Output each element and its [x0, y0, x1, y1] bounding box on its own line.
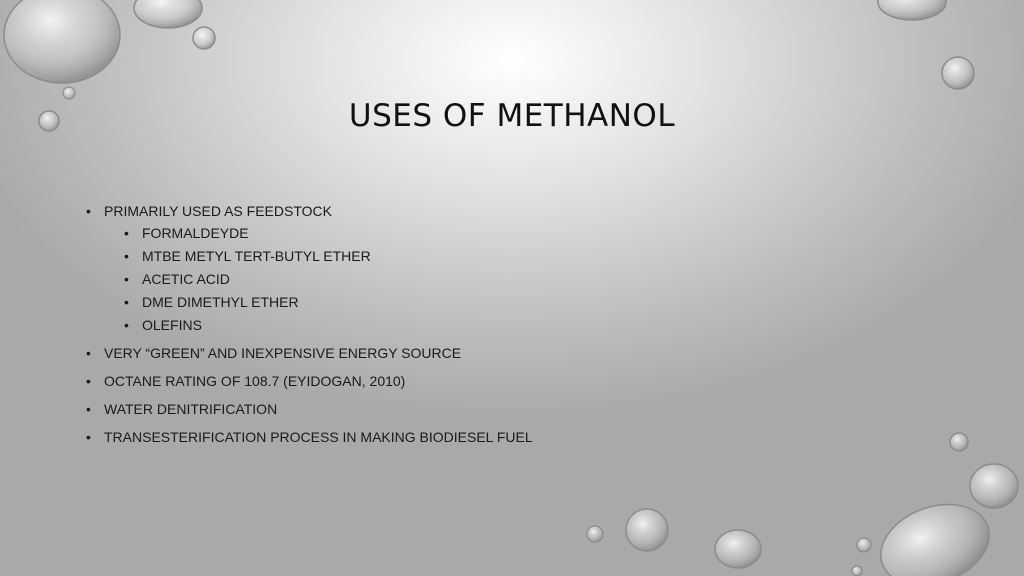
sub-bullet-text: OLEFINS	[142, 317, 202, 333]
bullet-item	[86, 429, 786, 445]
bullet-item	[86, 203, 786, 333]
droplet	[950, 433, 968, 451]
droplet	[626, 509, 668, 551]
droplet	[942, 57, 974, 89]
sub-bullet-text: ACETIC ACID	[142, 271, 230, 287]
sub-bullet-item	[124, 225, 786, 241]
bullet-text: PRIMARILY USED AS FEEDSTOCK	[104, 203, 332, 219]
sub-bullet-text: FORMALDEYDE	[142, 225, 249, 241]
droplet	[134, 0, 202, 28]
sub-bullet-list	[104, 225, 786, 333]
bullet-text: VERY “GREEN” AND INEXPENSIVE ENERGY SOURCE	[104, 345, 462, 361]
sub-bullet-item	[124, 271, 786, 287]
bullet-text: OCTANE RATING OF 108.7 (EYIDOGAN, 2010)	[104, 373, 406, 389]
sub-bullet-text: DME DIMETHYL ETHER	[142, 294, 299, 310]
droplet	[852, 566, 862, 576]
droplet	[587, 526, 603, 542]
bullet-item	[86, 401, 786, 417]
sub-bullet-text: MTBE METYL TERT-BUTYL ETHER	[142, 248, 371, 264]
sub-bullet-item	[124, 248, 786, 264]
droplet	[878, 0, 946, 20]
sub-bullet-item	[124, 317, 786, 333]
bullet-item	[86, 345, 786, 361]
droplet	[869, 490, 1000, 576]
bullet-text: TRANSESTERIFICATION PROCESS IN MAKING BIODIESEL FUEL	[104, 429, 533, 445]
sub-bullet-item	[124, 294, 786, 310]
bullet-item	[86, 373, 786, 389]
droplet	[715, 530, 761, 568]
bullet-text: WATER DENITRIFICATION	[104, 401, 278, 417]
droplet	[4, 0, 120, 83]
droplet	[970, 464, 1018, 508]
droplet	[193, 27, 215, 49]
slide-title: USES OF METHANOL	[348, 98, 676, 134]
bullet-list	[86, 203, 786, 457]
droplet	[857, 538, 871, 552]
